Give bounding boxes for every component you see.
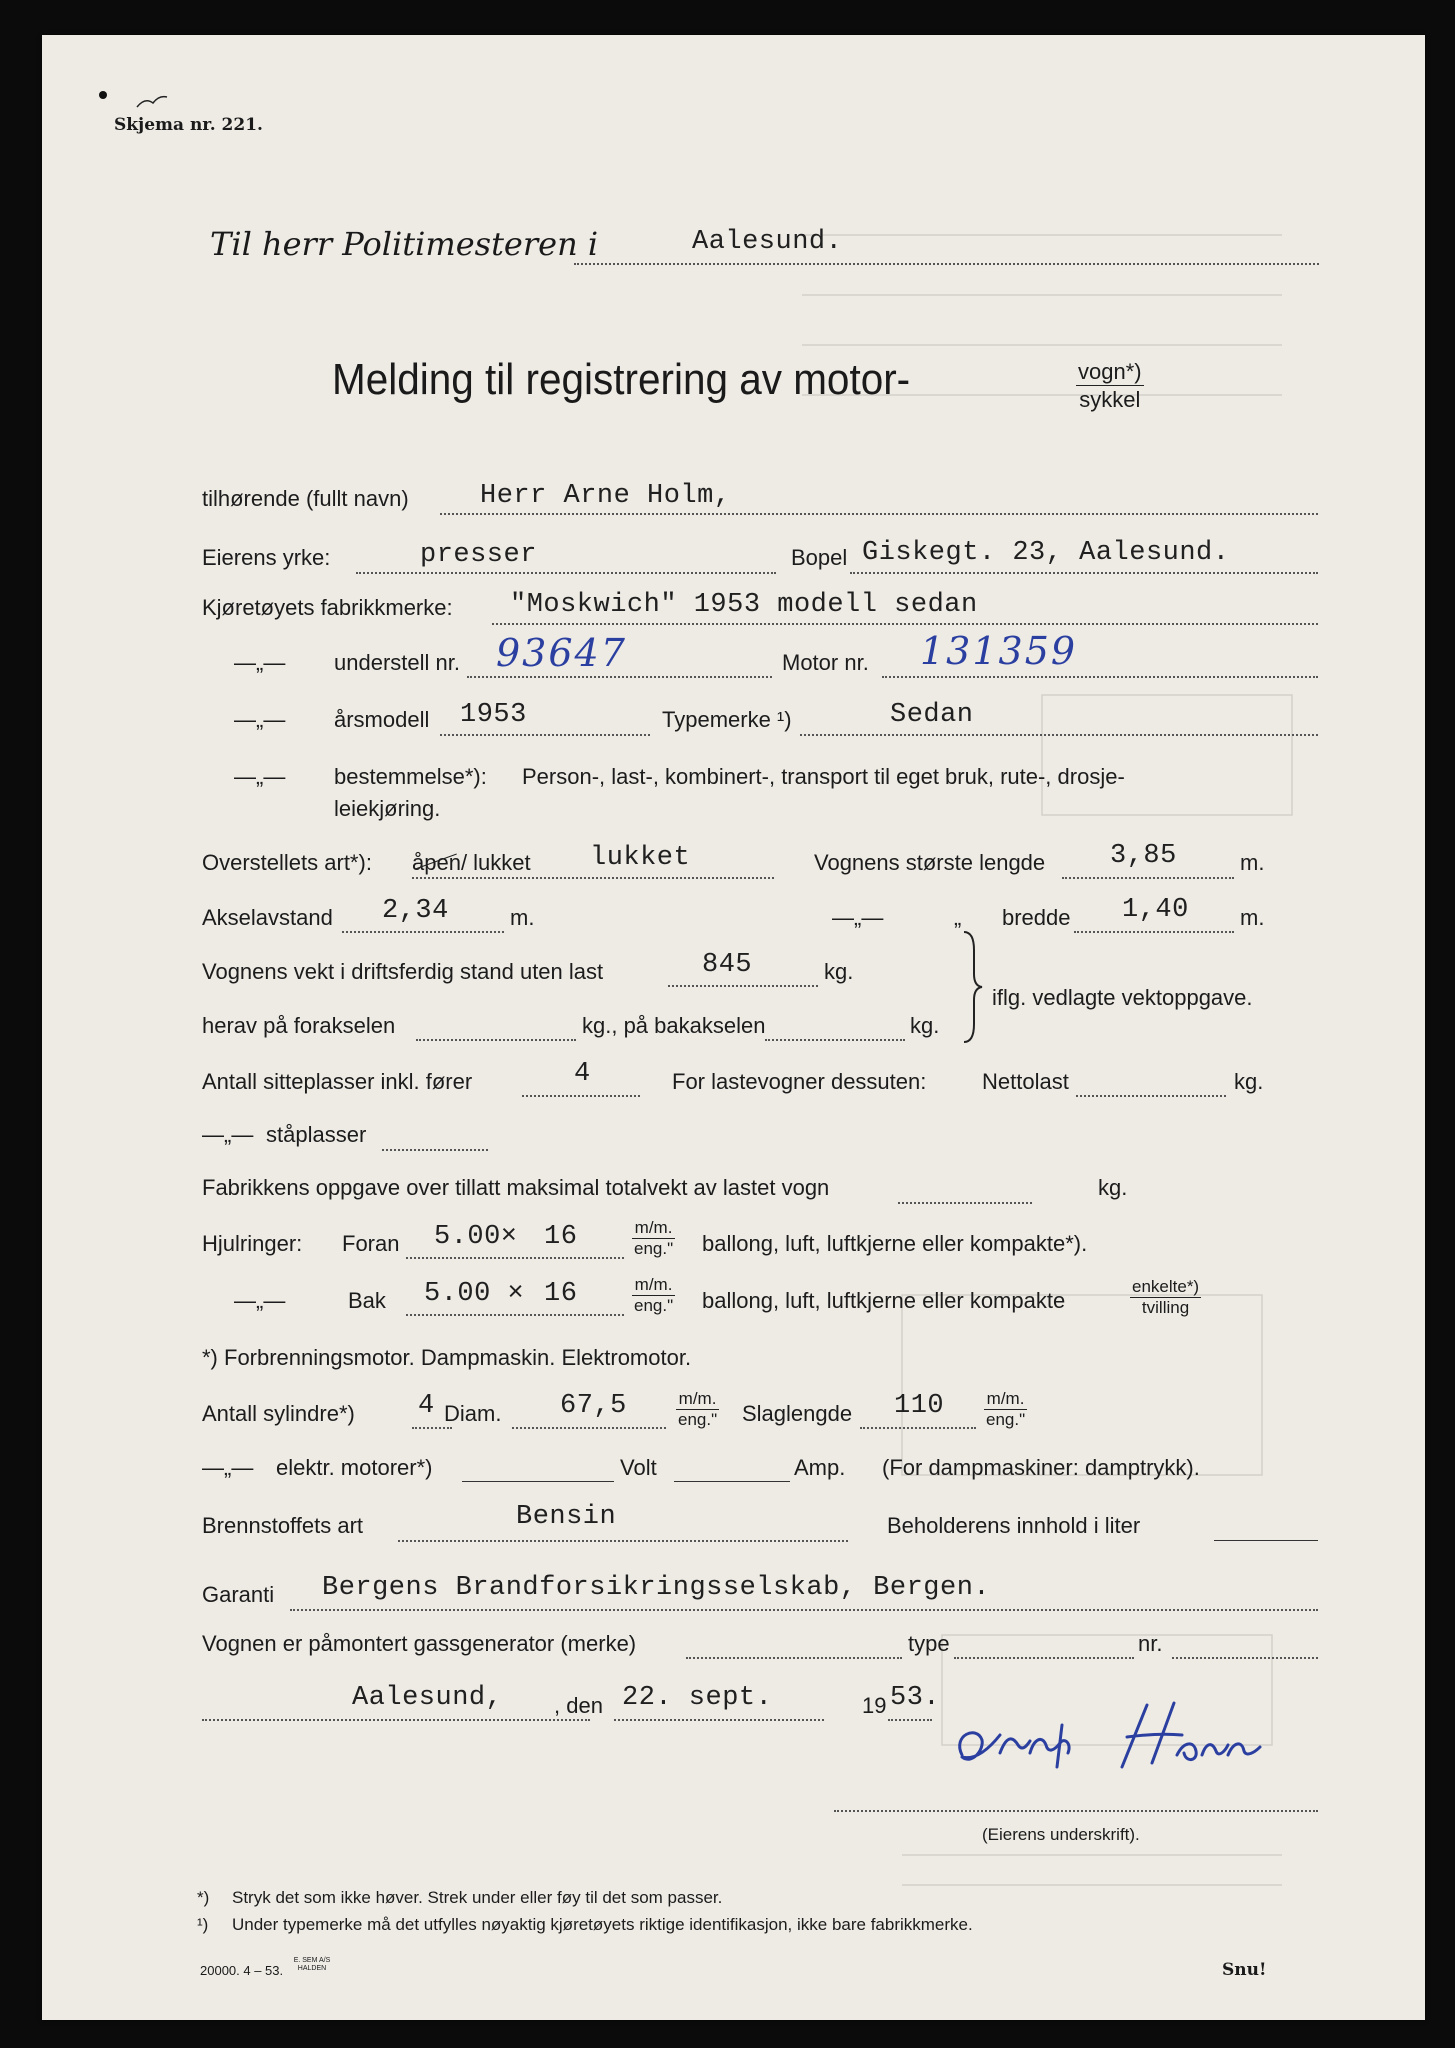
unit-top: m/m. [632, 1218, 675, 1239]
tires-rear-value: 5.00 × [424, 1279, 525, 1309]
wheelbase-line [342, 931, 504, 933]
tires-front-label: Foran [342, 1231, 400, 1256]
year-model-line [440, 734, 650, 736]
electric-motors-label: elektr. motorer*) [276, 1455, 433, 1480]
cylinders-label: Antall sylindre*) [202, 1401, 355, 1426]
unit-top: m/m. [984, 1389, 1027, 1410]
date-line [614, 1719, 824, 1721]
residence-label: Bopel [791, 545, 848, 570]
diameter-value: 67,5 [560, 1391, 627, 1421]
tires-rear-line [406, 1314, 624, 1316]
form-title: Melding til registrering av motor- [332, 355, 911, 404]
width-line [1074, 931, 1234, 933]
length-value: 3,85 [1110, 841, 1177, 871]
brace [960, 928, 986, 1046]
body-label: Overstellets art*): [202, 850, 372, 875]
gas-generator-label: Vognen er påmontert gassgenerator (merke) [202, 1631, 637, 1656]
diameter-unit [676, 1389, 719, 1430]
residence-line [850, 572, 1318, 574]
addressee-line [574, 263, 1319, 265]
max-weight-unit: kg. [1098, 1175, 1128, 1200]
make-line [492, 623, 1318, 625]
unit-top: m/m. [676, 1389, 719, 1410]
volt-line [674, 1481, 790, 1482]
tires-front-options: ballong, luft, luftkjerne eller kompakte*). [702, 1231, 1088, 1256]
steam-pressure-label: (For dampmaskiner: damptrykk). [882, 1455, 1200, 1480]
weight-note: iflg. vedlagte vektoppgave. [992, 985, 1253, 1010]
cargo-label: For lastevogner dessuten: [672, 1069, 927, 1094]
weight-line [668, 985, 818, 987]
gas-nr-line [1172, 1657, 1318, 1659]
unit-bottom: eng." [634, 1296, 674, 1315]
gas-type-line [954, 1657, 1134, 1659]
footnote-mark-2: ¹) [197, 1915, 209, 1934]
title-vehicle-type [1076, 358, 1144, 413]
ditto-mark: —„— [234, 764, 286, 789]
seats-label: Antall sitteplasser inkl. fører [202, 1069, 473, 1094]
cylinders-line [412, 1427, 452, 1429]
tires-rear-size: 16 [544, 1279, 578, 1309]
title-frac-bottom: sykkel [1079, 387, 1141, 412]
rear-frac-top: enkelte*) [1132, 1277, 1200, 1296]
tires-front-size: 16 [544, 1222, 578, 1252]
tires-front-line [406, 1257, 624, 1259]
tires-rear-label: Bak [348, 1288, 386, 1313]
stroke-line [860, 1427, 976, 1429]
unit-bottom: eng." [634, 1239, 674, 1258]
max-weight-line [898, 1202, 1032, 1204]
occupation-value: presser [420, 540, 537, 570]
length-unit: m. [1240, 850, 1265, 875]
fuel-label: Brennstoffets art [202, 1513, 364, 1538]
year-prefix: 19 [862, 1693, 887, 1718]
ditto-mark: —„— [202, 1455, 254, 1480]
fuel-value: Bensin [516, 1502, 617, 1532]
type-label: Typemerke ¹) [662, 707, 792, 732]
occupation-label: Eierens yrke: [202, 545, 331, 570]
make-label: Kjøretøyets fabrikkmerke: [202, 595, 453, 620]
length-line [1062, 877, 1234, 879]
occupation-line [356, 572, 776, 574]
insurance-label: Garanti [202, 1582, 275, 1607]
max-weight-label: Fabrikkens oppgave over tillatt maksimal totalvekt av lastet vogn [202, 1175, 830, 1200]
tires-front-value: 5.00× [434, 1222, 518, 1252]
addressee-value: Aalesund. [692, 227, 843, 257]
wheelbase-label: Akselavstand [202, 905, 333, 930]
printer-mark: E. SEM A/S HALDEN [293, 1957, 331, 1972]
ditto-mark-short: „ [954, 905, 962, 930]
length-label: Vognens største lengde [814, 850, 1046, 875]
purpose-label: bestemmelse*): [334, 764, 487, 789]
tires-rear-unit [632, 1275, 675, 1316]
residence-value: Giskegt. 23, Aalesund. [862, 538, 1230, 568]
owner-line [440, 513, 1318, 515]
owner-signature [922, 1695, 1342, 1785]
tires-rear-wheel-type [1130, 1277, 1201, 1318]
ditto-mark: —„— [234, 1288, 286, 1313]
width-unit: m. [1240, 905, 1265, 930]
motor-line [882, 676, 1318, 678]
unit-bottom: eng." [678, 1410, 718, 1429]
insurance-value: Bergens Brandforsikringsselskab, Bergen. [322, 1573, 991, 1603]
chassis-line [467, 676, 772, 678]
type-line [800, 734, 1318, 736]
tires-front-unit [632, 1218, 675, 1259]
stroke-label: Slaglengde [742, 1401, 853, 1426]
ditto-mark: —„— [234, 707, 286, 732]
year-value: 53. [890, 1683, 941, 1713]
engine-type: *) Forbrenningsmotor. Dampmaskin. Elektromotor. [202, 1345, 692, 1370]
unit-bottom: eng." [986, 1410, 1026, 1429]
addressee-label: Til herr Politimesteren i [210, 225, 599, 263]
signature-label: (Eierens underskrift). [982, 1825, 1140, 1844]
chassis-value: 93647 [496, 631, 627, 675]
wheelbase-value: 2,34 [382, 896, 449, 926]
ditto-mark: —„— [832, 905, 884, 930]
year-model-label: årsmodell [334, 707, 430, 732]
gas-generator-line [686, 1657, 902, 1659]
ditto-mark: —„— [234, 650, 286, 675]
make-value: "Moskwich" 1953 modell sedan [510, 590, 978, 620]
wheelbase-unit: m. [510, 905, 535, 930]
electric-motors-line [462, 1481, 614, 1482]
front-axle-line [416, 1039, 576, 1041]
signature-line [834, 1810, 1318, 1812]
front-axle-label: herav på forakselen [202, 1013, 396, 1038]
body-value: lukket [590, 843, 691, 873]
width-value: 1,40 [1122, 895, 1189, 925]
cylinders-value: 4 [418, 1391, 435, 1421]
footnote-2: Under typemerke må det utfylles nøyaktig kjøretøyets riktige identifikasjon, ikke bare fabrikkmerke. [232, 1915, 973, 1934]
turn-over-note: Snu! [1222, 1960, 1267, 1980]
owner-label: tilhørende (fullt navn) [202, 486, 409, 511]
purpose-options-cont: leiekjøring. [334, 796, 441, 821]
seats-line [522, 1095, 640, 1097]
net-load-label: Nettolast [982, 1069, 1069, 1094]
stroke-unit [984, 1389, 1027, 1430]
gas-type-label: type [908, 1631, 950, 1656]
date-den-label: , den [554, 1693, 603, 1718]
place-line [202, 1719, 590, 1721]
year-model-value: 1953 [460, 700, 527, 730]
form-number: Skjema nr. 221. [114, 115, 263, 135]
footnote-mark-1: *) [197, 1888, 210, 1907]
diameter-line [512, 1427, 666, 1429]
ditto-mark: —„— [202, 1122, 254, 1147]
stroke-value: 110 [894, 1391, 945, 1421]
rear-axle-unit: kg. [910, 1013, 940, 1038]
weight-value: 845 [702, 950, 753, 980]
purpose-options: Person-, last-, kombinert-, transport til eget bruk, rute-, drosje- [522, 764, 1125, 789]
body-printed-options: åpen/ lukket [412, 850, 531, 875]
weight-label: Vognens vekt i driftsferdig stand uten last [202, 959, 604, 984]
form-sheet [42, 35, 1425, 2020]
motor-value: 131359 [920, 629, 1078, 673]
net-load-line [1076, 1095, 1226, 1097]
insurance-line [290, 1609, 1318, 1611]
date-value: 22. sept. [622, 1683, 773, 1713]
net-load-unit: kg. [1234, 1069, 1264, 1094]
tank-capacity-label: Beholderens innhold i liter [887, 1513, 1141, 1538]
print-info: 20000. 4 – 53. [200, 1963, 284, 1978]
unit-top: m/m. [632, 1275, 675, 1296]
amp-label: Amp. [794, 1455, 846, 1480]
motor-label: Motor nr. [782, 650, 869, 675]
owner-value: Herr Arne Holm, [480, 481, 731, 511]
chassis-label: understell nr. [334, 650, 460, 675]
standing-line [382, 1149, 488, 1151]
title-frac-top: vogn*) [1078, 359, 1142, 384]
width-label: bredde [1002, 905, 1071, 930]
tires-label: Hjulringer: [202, 1231, 303, 1256]
rear-frac-bottom: tvilling [1141, 1298, 1190, 1317]
footnote-1: Stryk det som ikke høver. Strek under eller føy til det som passer. [232, 1888, 723, 1907]
volt-label: Volt [620, 1455, 657, 1480]
gas-nr-label: nr. [1138, 1631, 1163, 1656]
tank-capacity-line [1214, 1540, 1318, 1541]
ink-mark [97, 85, 177, 115]
seats-value: 4 [574, 1059, 591, 1089]
weight-unit: kg. [824, 959, 854, 984]
standing-label: ståplasser [266, 1122, 367, 1147]
diameter-label: Diam. [444, 1401, 502, 1426]
type-value: Sedan [890, 700, 974, 730]
tires-rear-options: ballong, luft, luftkjerne eller kompakte [702, 1288, 1066, 1313]
rear-axle-line [765, 1039, 905, 1041]
fuel-line [398, 1540, 848, 1542]
place-value: Aalesund, [352, 1683, 503, 1713]
body-line [412, 877, 774, 879]
rear-axle-label: kg., på bakakselen [582, 1013, 766, 1038]
